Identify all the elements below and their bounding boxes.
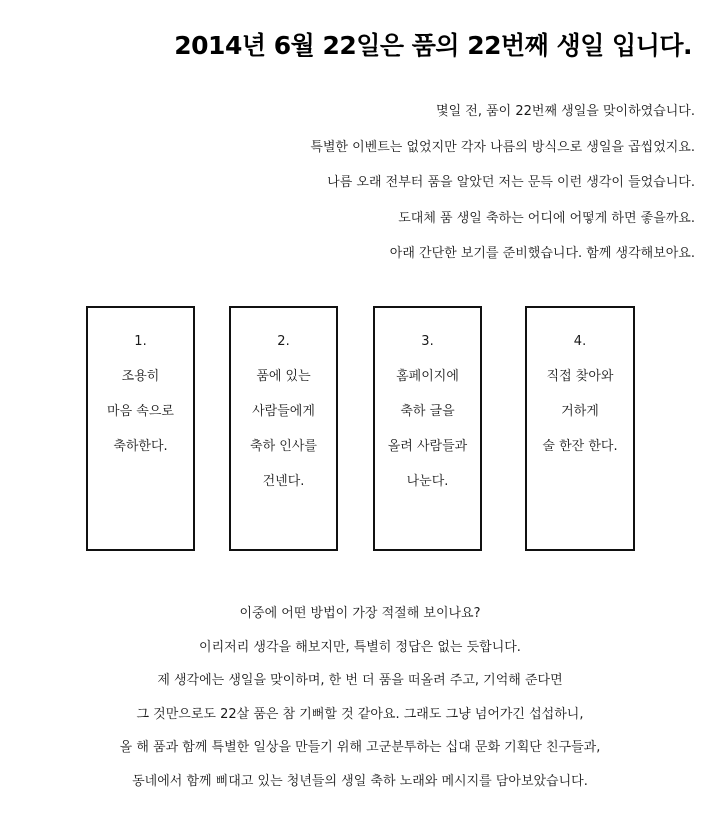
closing-line: 제 생각에는 생일을 맞이하며, 한 번 더 품을 떠올려 주고, 기억해 준다면 xyxy=(157,673,563,688)
intro-line: 몇일 전, 품이 22번째 생일을 맞이하였습니다. xyxy=(436,104,695,119)
closing-line: 이리저리 생각을 해보지만, 특별히 정답은 없는 듯합니다. xyxy=(199,639,521,655)
option-text-line: 거하게 xyxy=(561,404,599,419)
option-text-line: 사람들에게 xyxy=(252,404,315,419)
option-box-1 xyxy=(86,306,195,551)
option-box-4 xyxy=(525,306,635,551)
option-text-line: 술 한잔 한다. xyxy=(542,439,618,454)
option-text-line: 축하 인사를 xyxy=(250,439,317,454)
option-text-line: 축하한다. xyxy=(113,439,168,454)
intro-line: 특별한 이벤트는 없었지만 각자 나름의 방식으로 생일을 곱씹었지요. xyxy=(310,139,695,155)
option-number: 2. xyxy=(277,334,290,349)
option-box-3 xyxy=(373,306,482,551)
closing-line: 동네에서 함께 삐대고 있는 청년들의 생일 축하 노래와 메시지를 담아보았습니다. xyxy=(132,773,588,789)
option-text-line: 축하 글을 xyxy=(400,404,455,419)
option-text-line: 마음 속으로 xyxy=(107,404,174,419)
closing-line: 이중에 어떤 방법이 가장 적절해 보이나요? xyxy=(239,606,481,621)
option-number: 4. xyxy=(573,334,587,349)
option-box-2 xyxy=(229,306,338,551)
option-text-line: 홈페이지에 xyxy=(396,369,459,384)
closing-line: 그 것만으로도 22살 품은 참 기뻐할 것 같아요. 그래도 그냥 넘어가긴 섭섭하니, xyxy=(136,706,584,722)
closing-line: 올 해 품과 함께 특별한 일상을 만들기 위해 고군분투하는 십대 문화 기획단 친구들과, xyxy=(119,740,601,755)
closing-paragraph xyxy=(0,597,720,798)
option-text-line: 올려 사람들과 xyxy=(387,439,468,454)
intro-paragraph xyxy=(310,94,695,272)
option-number: 3. xyxy=(421,334,434,349)
option-text-line: 나눈다. xyxy=(406,474,449,489)
option-text-line: 건넨다. xyxy=(262,474,305,489)
option-text-line: 직접 찾아와 xyxy=(546,369,614,384)
option-text-line: 품에 있는 xyxy=(256,369,311,384)
option-number: 1. xyxy=(134,334,147,349)
page-title: 2014년 6월 22일은 품의 22번째 생일 입니다. xyxy=(174,31,692,60)
intro-line: 도대체 품 생일 축하는 어디에 어떻게 하면 좋을까요. xyxy=(398,210,695,226)
option-text-line: 조용히 xyxy=(121,369,160,384)
intro-line: 나름 오래 전부터 품을 알았던 저는 문득 이런 생각이 들었습니다. xyxy=(327,175,695,190)
intro-line: 아래 간단한 보기를 준비했습니다. 함께 생각해보아요. xyxy=(389,246,695,261)
